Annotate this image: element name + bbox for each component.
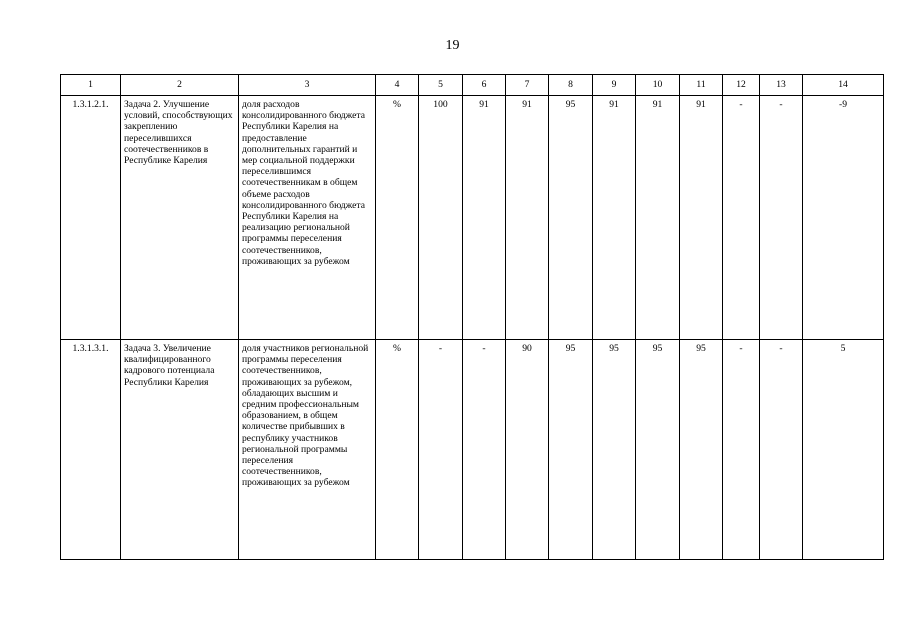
row-value-7: 90 <box>506 340 549 560</box>
column-header: 10 <box>636 75 680 96</box>
column-header: 5 <box>419 75 463 96</box>
table-row <box>61 96 884 340</box>
row-value-14: 5 <box>803 340 884 560</box>
row-value-9: 91 <box>593 96 636 340</box>
row-task: Задача 3. Увеличение квалифицированного кадрового потенциала Республики Карелия <box>121 340 239 560</box>
table-header-row <box>61 75 884 96</box>
row-value-10: 95 <box>636 340 680 560</box>
row-value-5: 100 <box>419 96 463 340</box>
column-header: 1 <box>61 75 121 96</box>
table-row <box>61 340 884 560</box>
column-header: 8 <box>549 75 593 96</box>
row-value-6: 91 <box>463 96 506 340</box>
row-value-12: - <box>723 96 760 340</box>
column-header: 9 <box>593 75 636 96</box>
row-indicator: доля участников региональной программы переселения соотечественников, проживающих за рубежом, обладающих высшим и средним профессиональным образованием, в общем количестве прибывших в республику участников региональной программы переселения соотечественников, проживающих за рубежом <box>239 340 376 560</box>
row-value-11: 91 <box>680 96 723 340</box>
column-header: 13 <box>760 75 803 96</box>
column-header: 11 <box>680 75 723 96</box>
column-header: 14 <box>803 75 884 96</box>
column-header: 12 <box>723 75 760 96</box>
indicators-table <box>60 74 884 560</box>
row-code: 1.3.1.2.1. <box>61 96 121 340</box>
row-value-13: - <box>760 340 803 560</box>
column-header: 2 <box>121 75 239 96</box>
column-header: 7 <box>506 75 549 96</box>
row-value-13: - <box>760 96 803 340</box>
page-number: 19 <box>445 38 460 53</box>
column-header: 3 <box>239 75 376 96</box>
row-value-9: 95 <box>593 340 636 560</box>
row-value-5: - <box>419 340 463 560</box>
row-indicator: доля расходов консолидированного бюджета Республики Карелия на предоставление дополнительных гарантий и мер социальной поддержки переселившимся соотечественникам в общем объеме расходов консолидированного бюджета Республики Карелия на реализацию региональной программы переселения соотечественников, проживающих за рубежом <box>239 96 376 340</box>
column-header: 4 <box>376 75 419 96</box>
row-unit: % <box>376 340 419 560</box>
row-unit: % <box>376 96 419 340</box>
row-task: Задача 2. Улучшение условий, способствующих закреплению переселившихся соотечественников в Республике Карелия <box>121 96 239 340</box>
row-value-7: 91 <box>506 96 549 340</box>
row-value-12: - <box>723 340 760 560</box>
row-value-10: 91 <box>636 96 680 340</box>
row-value-8: 95 <box>549 340 593 560</box>
row-code: 1.3.1.3.1. <box>61 340 121 560</box>
column-header: 6 <box>463 75 506 96</box>
row-value-11: 95 <box>680 340 723 560</box>
row-value-8: 95 <box>549 96 593 340</box>
row-value-6: - <box>463 340 506 560</box>
row-value-14: -9 <box>803 96 884 340</box>
